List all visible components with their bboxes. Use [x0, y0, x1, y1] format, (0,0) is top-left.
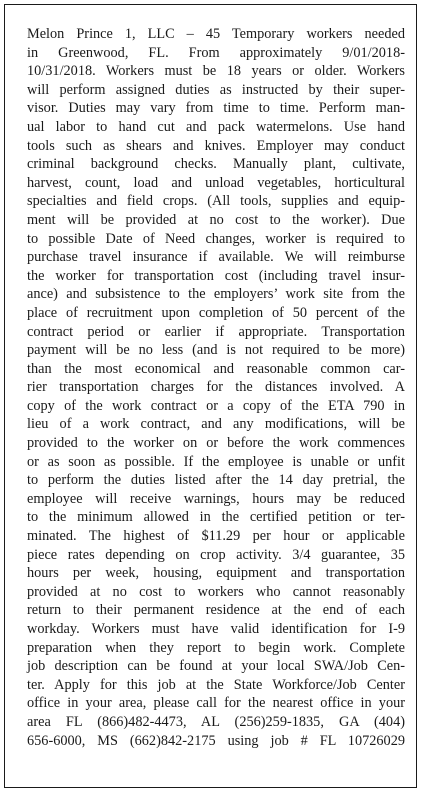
notice-line: lieu of a work contract, and any modifications, will be	[27, 416, 405, 433]
notice-line: harvest, count, load and unload vegetables, horticultural	[27, 174, 405, 191]
notice-line: visor. Duties may vary from time to time. Perform man-	[27, 100, 405, 117]
job-notice-text	[27, 25, 405, 750]
notice-line: office in your area, please call for the nearest office in your	[27, 695, 405, 712]
notice-line: job description can be found at your local SWA/Job Cen-	[27, 658, 405, 675]
notice-line: ter. Apply for this job at the State Workforce/Job Center	[27, 676, 405, 693]
notice-line: area FL (866)482-4473, AL (256)259-1835, GA (404)	[27, 713, 405, 730]
notice-line: payment will be no less (and is not required to be more)	[27, 342, 405, 359]
notice-line: Melon Prince 1, LLC – 45 Temporary workers needed	[27, 26, 405, 42]
notice-line: contract period or earlier if appropriate. Transportation	[27, 323, 405, 340]
notice-line: return to their permanent residence at the end of each	[27, 602, 405, 619]
notice-line: hours per week, housing, equipment and transportation	[27, 565, 405, 582]
notice-line: minated. The highest of $11.29 per hour or applicable	[27, 528, 405, 545]
notice-line: ual labor to hand cut and pack watermelons. Use hand	[27, 118, 405, 135]
notice-line: rier transportation charges for the distances involved. A	[27, 379, 405, 396]
notice-line: employee will receive warnings, hours may be reduced	[27, 490, 405, 507]
notice-line: provided at no cost to workers who cannot reasonably	[27, 583, 405, 600]
notice-line: the worker for transportation cost (including travel insur-	[27, 267, 405, 284]
notice-line: specialties and field crops. (All tools, supplies and equip-	[27, 193, 405, 210]
notice-line: to possible Date of Need changes, worker is required to	[27, 230, 405, 247]
notice-line: will perform assigned duties as instructed by their super-	[27, 81, 405, 98]
notice-line: ment will be provided at no cost to the worker). Due	[27, 211, 405, 228]
notice-line: to the minimum allowed in the certified petition or ter-	[27, 509, 405, 526]
notice-line: than the most economical and reasonable common car-	[27, 360, 405, 377]
notice-line: purchase travel insurance if available. We will reimburse	[27, 249, 405, 266]
notice-line: copy of the work contract or a copy of the ETA 790 in	[27, 397, 405, 414]
notice-line: in Greenwood, FL. From approximately 9/01/2018-	[27, 44, 405, 61]
notice-line: ance) and subsistence to the employers’ work site from the	[27, 286, 405, 303]
notice-line: place of recruitment upon completion of 50 percent of the	[27, 304, 405, 321]
notice-line: preparation when they report to begin work. Complete	[27, 639, 405, 656]
notice-line: piece rates depending on crop activity. 3/4 guarantee, 35	[27, 546, 405, 563]
notice-line: provided to the worker on or before the work commences	[27, 435, 405, 452]
classified-ad-frame	[4, 4, 417, 788]
notice-line: tools such as shears and knives. Employer may conduct	[27, 137, 405, 154]
notice-line: or as soon as possible. If the employee is unable or unfit	[27, 453, 405, 470]
notice-line: 656-6000, MS (662)842-2175 using job # FL 10726029	[27, 732, 405, 749]
notice-line: 10/31/2018. Workers must be 18 years or older. Workers	[27, 63, 405, 80]
notice-line: workday. Workers must have valid identification for I-9	[27, 621, 405, 637]
notice-line: to perform the duties listed after the 14 day pretrial, the	[27, 472, 405, 489]
notice-line: criminal background checks. Manually plant, cultivate,	[27, 156, 405, 173]
